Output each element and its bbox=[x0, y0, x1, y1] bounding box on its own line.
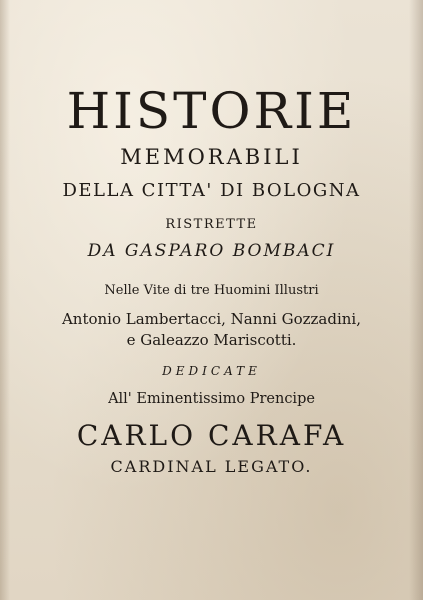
dedication-line: All' Eminentissimo Prencipe bbox=[108, 391, 315, 407]
book-title: HISTORIE bbox=[66, 82, 357, 140]
lives-line: Nelle Vite di tre Huomini Illustri bbox=[104, 283, 319, 298]
book-subtitle: MEMORABILI bbox=[120, 145, 303, 169]
ristrette-line: RISTRETTE bbox=[165, 217, 258, 232]
city-line: DELLA CITTA' DI BOLOGNA bbox=[62, 180, 361, 201]
names-line-1: Antonio Lambertacci, Nanni Gozzadini, bbox=[61, 310, 362, 328]
dedicatee-name: CARLO CARAFA bbox=[76, 419, 347, 452]
names-line-2: e Galeazzo Mariscotti. bbox=[126, 331, 297, 349]
dedicate-line: DEDICATE bbox=[162, 364, 261, 378]
author-line: DA GASPARO BOMBACI bbox=[87, 241, 336, 261]
dedicatee-title: CARDINAL LEGATO. bbox=[110, 457, 313, 476]
